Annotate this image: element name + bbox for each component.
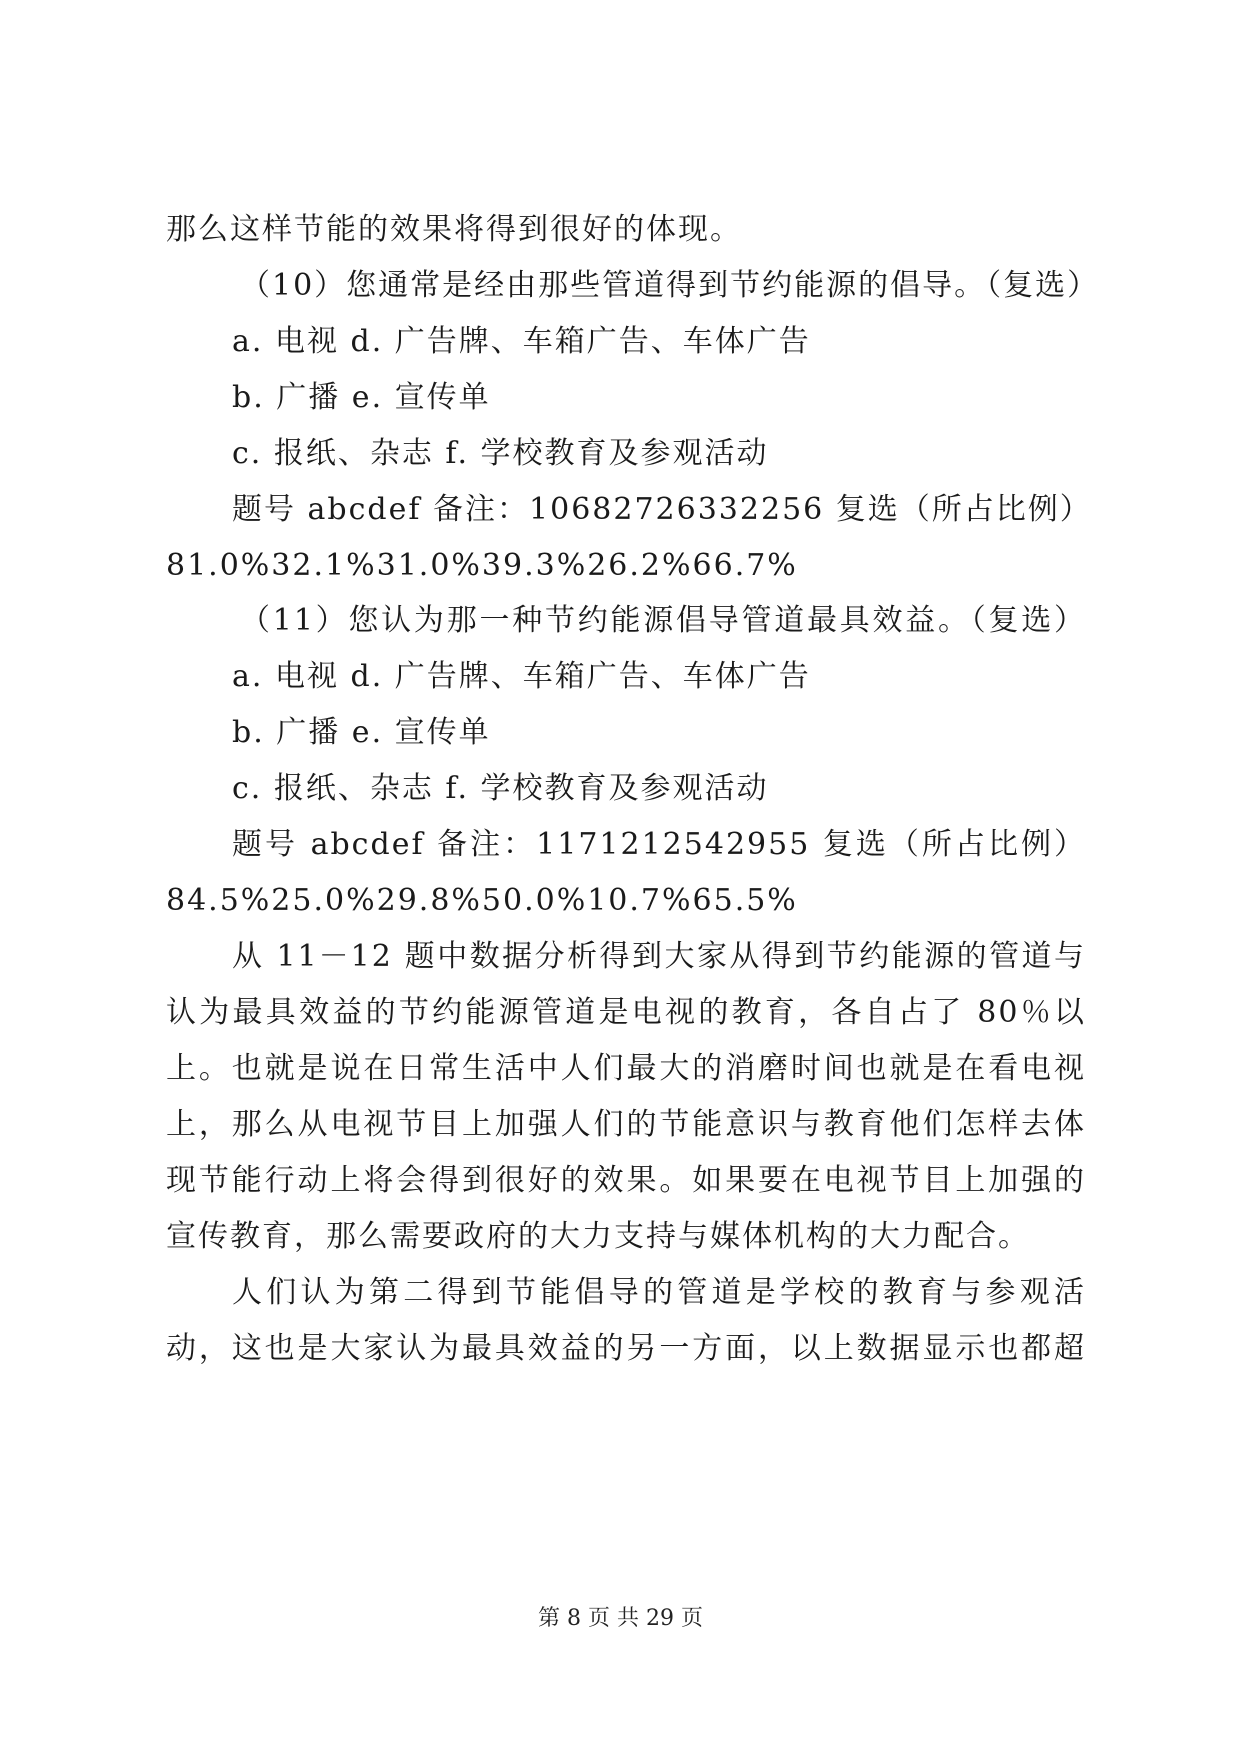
analysis-paragraph-line: 现节能行动上将会得到很好的效果。如果要在电视节目上加强的 bbox=[166, 1163, 1086, 1198]
paragraph-line-continuation: 那么这样节能的效果将得到很好的体现。 bbox=[166, 212, 742, 247]
analysis-paragraph-line: 从 11－12 题中数据分析得到大家从得到节约能源的管道与 bbox=[232, 939, 1086, 974]
question-11-option-a-d: a. 电视 d. 广告牌、车箱广告、车体广告 bbox=[232, 659, 811, 694]
question-10-result-header: 题号 abcdef 备注：10682726332256 复选（所占比例） bbox=[232, 492, 1092, 527]
analysis-paragraph-line: 宣传教育，那么需要政府的大力支持与媒体机构的大力配合。 bbox=[166, 1219, 1030, 1254]
question-10-percentages: 81.0%32.1%31.0%39.3%26.2%66.7% bbox=[166, 548, 798, 583]
second-channel-paragraph-line: 人们认为第二得到节能倡导的管道是学校的教育与参观活 bbox=[232, 1275, 1086, 1310]
question-10-option-b-e: b. 广播 e. 宣传单 bbox=[232, 380, 491, 415]
question-10-heading: （10）您通常是经由那些管道得到节约能源的倡导。（复选） bbox=[240, 268, 1100, 303]
analysis-paragraph-line: 上。也就是说在日常生活中人们最大的消磨时间也就是在看电视 bbox=[166, 1051, 1086, 1086]
analysis-paragraph-line: 上，那么从电视节目上加强人们的节能意识与教育他们怎样去体 bbox=[166, 1107, 1086, 1142]
question-11-heading: （11）您认为那一种节约能源倡导管道最具效益。（复选） bbox=[240, 603, 1086, 638]
question-10-option-c-f: c. 报纸、杂志 f. 学校教育及参观活动 bbox=[232, 436, 769, 471]
second-channel-paragraph-line: 动，这也是大家认为最具效益的另一方面，以上数据显示也都超 bbox=[166, 1331, 1086, 1366]
question-11-percentages: 84.5%25.0%29.8%50.0%10.7%65.5% bbox=[166, 883, 798, 918]
question-10-option-a-d: a. 电视 d. 广告牌、车箱广告、车体广告 bbox=[232, 324, 811, 359]
question-11-result-header: 题号 abcdef 备注：1171212542955 复选（所占比例） bbox=[232, 827, 1086, 862]
question-11-option-b-e: b. 广播 e. 宣传单 bbox=[232, 715, 491, 750]
analysis-paragraph-line: 认为最具效益的节约能源管道是电视的教育，各自占了 80％以 bbox=[166, 995, 1086, 1030]
page-number-footer: 第 8 页 共 29 页 bbox=[538, 1606, 703, 1631]
question-11-option-c-f: c. 报纸、杂志 f. 学校教育及参观活动 bbox=[232, 771, 769, 806]
